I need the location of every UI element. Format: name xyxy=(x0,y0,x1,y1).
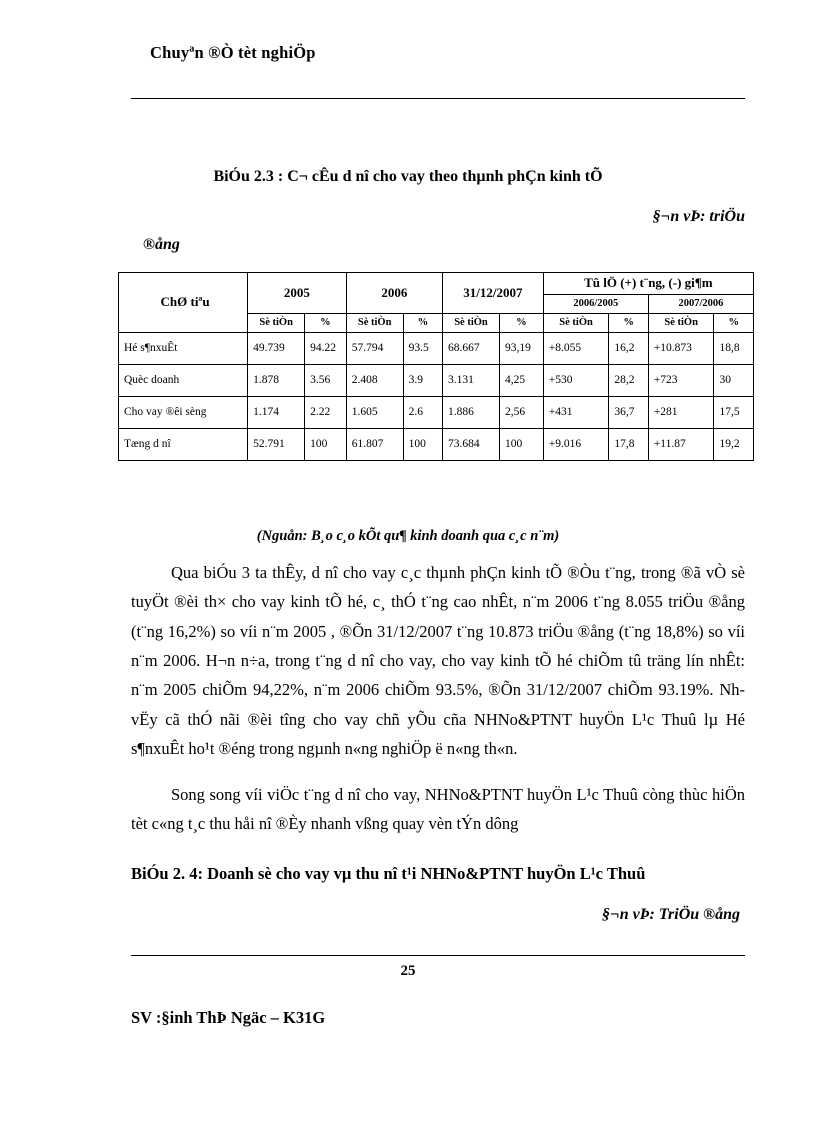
cell-percent-2007: 2,56 xyxy=(499,397,543,429)
cell-amount-2006: 61.807 xyxy=(346,429,403,461)
header-2005: 2005 xyxy=(248,273,347,314)
footer-rule xyxy=(131,955,745,956)
header-percent-2007: % xyxy=(499,314,543,333)
cell-amount-2005: 1.174 xyxy=(248,397,305,429)
cell-percent-0706: 19,2 xyxy=(714,429,754,461)
cell-amount-0706: +723 xyxy=(648,365,714,397)
paragraph-2-text: Song song víi viÖc t¨ng d nî cho vay, NHNo&PTNT huyÖn L¹c Thuû còng thùc hiÖn tèt c«ng t¸c thu håi nî ®Èy nhanh vßng quay vèn tÝn dông xyxy=(131,785,745,834)
data-table-2-3 xyxy=(118,272,754,461)
cell-amount-2006: 2.408 xyxy=(346,365,403,397)
cell-percent-2006: 2.6 xyxy=(403,397,442,429)
header-2007-2006: 2007/2006 xyxy=(648,294,753,313)
cell-amount-0706: +281 xyxy=(648,397,714,429)
table-caption-2-4: BiÓu 2. 4: Doanh sè cho vay vµ thu nî t¹i NHNo&PTNT huyÖn L¹c Thuû xyxy=(131,864,646,883)
header-percent-0605: % xyxy=(609,314,648,333)
cell-percent-2005: 100 xyxy=(305,429,347,461)
header-2006: 2006 xyxy=(346,273,442,314)
cell-amount-0605: +431 xyxy=(543,397,609,429)
unit-label-right: §¬n vÞ: triÖu xyxy=(652,208,745,225)
cell-percent-2006: 100 xyxy=(403,429,442,461)
cell-amount-2007: 1.886 xyxy=(443,397,500,429)
cell-percent-0605: 36,7 xyxy=(609,397,648,429)
table-source-note: (Nguån: B¸o c¸o kÕt qu¶ kinh doanh qua c¸c n¨m) xyxy=(256,528,560,544)
table-caption-2-3: BiÓu 2.3 : C¬ cÊu d nî cho vay theo thµnh phÇn kinh tÕ xyxy=(213,168,603,185)
header-rule xyxy=(131,98,745,99)
paragraph-1-text: Qua biÓu 3 ta thÊy, d nî cho vay c¸c thµnh phÇn kinh tÕ ®Òu t¨ng, trong ®ã vÒ sè tuyÖt ®èi th× cho vay kinh tÕ hé, c¸ thÓ t¨ng cao nhÊt, n¨m 2006 t¨ng 8.055 triÖu ®ång (t¨ng 16,2%) so víi n¨m 2005 , ®Õn 31/12/2007 t¨ng 10.873 triÖu ®ång (t¨ng 18,8%) so víi n¨m 2006. H¬n n÷a, trong t¨ng d nî cho vay, cho vay kinh tÕ hé chiÕm tû träng lín nhÊt: n¨m 2005 chiÕm 94,22%, n¨m 2006 chiÕm 93.5%, ®Õn 31/12/2007 chiÕm 93.19%. Nh vËy cã thÓ nãi ®èi tîng cho vay chñ yÕu cña NHNo&PTNT huyÖn L¹c Thuû lµ Hé s¶nxuÊt ho¹t ®éng trong ngµnh n«ng nghiÖp ë n«ng th«n. xyxy=(131,563,745,759)
cell-percent-2005: 94.22 xyxy=(305,333,347,365)
page-number: 25 xyxy=(400,963,416,979)
cell-percent-2007: 4,25 xyxy=(499,365,543,397)
row-label: Tæng d nî xyxy=(119,429,248,461)
row-label: Quèc doanh xyxy=(119,365,248,397)
cell-amount-2007: 73.684 xyxy=(443,429,500,461)
running-head: Chuyªn ®Ò tèt nghiÖp xyxy=(150,43,316,62)
header-indicator: ChØ tiªu xyxy=(119,273,248,333)
header-ratio: Tû lÖ (+) t¨ng, (-) gi¶m xyxy=(543,273,753,295)
cell-amount-0605: +530 xyxy=(543,365,609,397)
header-percent-0706: % xyxy=(714,314,754,333)
unit-label-2-4: §¬n vÞ: TriÖu ®ång xyxy=(602,906,740,923)
header-amount-0706: Sè tiÒn xyxy=(648,314,714,333)
cell-percent-0706: 17,5 xyxy=(714,397,754,429)
table-row xyxy=(119,333,754,365)
paragraph-2 xyxy=(131,780,745,839)
cell-percent-2007: 100 xyxy=(499,429,543,461)
cell-amount-2005: 49.739 xyxy=(248,333,305,365)
header-percent-2005: % xyxy=(305,314,347,333)
cell-percent-2005: 3.56 xyxy=(305,365,347,397)
cell-amount-2005: 1.878 xyxy=(248,365,305,397)
cell-amount-2006: 1.605 xyxy=(346,397,403,429)
header-amount-2005: Sè tiÒn xyxy=(248,314,305,333)
cell-percent-0605: 17,8 xyxy=(609,429,648,461)
table-row xyxy=(119,365,754,397)
header-2006-2005: 2006/2005 xyxy=(543,294,648,313)
footer-author: SV :§inh ThÞ Ngäc – K31G xyxy=(131,1008,326,1027)
cell-percent-0605: 28,2 xyxy=(609,365,648,397)
unit-label-left: ®ång xyxy=(143,236,180,253)
header-percent-2006: % xyxy=(403,314,442,333)
row-label: Cho vay ®êi sèng xyxy=(119,397,248,429)
table-row xyxy=(119,429,754,461)
cell-percent-2005: 2.22 xyxy=(305,397,347,429)
cell-amount-0605: +8.055 xyxy=(543,333,609,365)
header-amount-0605: Sè tiÒn xyxy=(543,314,609,333)
header-amount-2006: Sè tiÒn xyxy=(346,314,403,333)
table-header-row-1 xyxy=(119,273,754,295)
cell-amount-0706: +11.87 xyxy=(648,429,714,461)
cell-percent-2006: 93.5 xyxy=(403,333,442,365)
cell-percent-2007: 93,19 xyxy=(499,333,543,365)
cell-amount-2006: 57.794 xyxy=(346,333,403,365)
cell-percent-0706: 30 xyxy=(714,365,754,397)
cell-percent-0605: 16,2 xyxy=(609,333,648,365)
table-row xyxy=(119,397,754,429)
row-label: Hé s¶nxuÊt xyxy=(119,333,248,365)
cell-amount-2007: 3.131 xyxy=(443,365,500,397)
cell-percent-2006: 3.9 xyxy=(403,365,442,397)
cell-amount-2005: 52.791 xyxy=(248,429,305,461)
header-2007: 31/12/2007 xyxy=(443,273,544,314)
cell-amount-2007: 68.667 xyxy=(443,333,500,365)
paragraph-1 xyxy=(131,558,745,764)
header-amount-2007: Sè tiÒn xyxy=(443,314,500,333)
cell-percent-0706: 18,8 xyxy=(714,333,754,365)
cell-amount-0605: +9.016 xyxy=(543,429,609,461)
cell-amount-0706: +10.873 xyxy=(648,333,714,365)
